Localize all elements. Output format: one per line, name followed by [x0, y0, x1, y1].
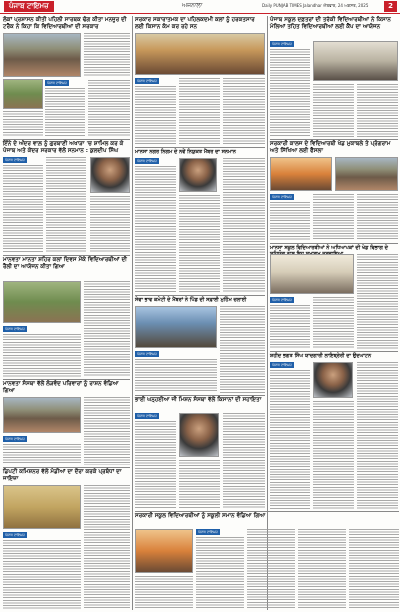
article-body: [135, 86, 176, 145]
article-6: [135, 17, 265, 145]
article-5: [3, 469, 130, 609]
article-divider: [3, 139, 130, 140]
article-7: [135, 149, 265, 293]
article-body: [270, 49, 310, 137]
article-divider: [270, 243, 398, 244]
article-11: [270, 141, 398, 241]
article-body: [135, 421, 176, 509]
article-body: [270, 305, 310, 349]
column-rule: [132, 16, 133, 610]
article-2: [3, 141, 130, 253]
article-byline: ਪੰਜਾਬ ਟਾਇਮਜ਼: [198, 530, 218, 534]
article-photo: [179, 158, 217, 192]
article-photo: [335, 157, 398, 191]
article-byline: ਪੰਜਾਬ ਟਾਇਮਜ਼: [137, 159, 157, 163]
article-headline: ਮਾਨਸਾ ਸਕੂਲ ਵਿਦਿਆਰਥੀਆਂ ਨੇ ਅਧਿਆਪਕਾਂ ਦੀ ਖੇਡ ਵਿਭਾਗ ਦੇ: [270, 245, 388, 251]
article-photo: [135, 33, 265, 75]
article-photo: [179, 413, 219, 457]
article-headline: ਭਾਈ ਘਨ੍ਹਈਆ ਜੀ ਮਿਸ਼ਨ ਸੰਸਥਾ ਵੱਲੋਂ ਕਿਸਾਨਾਂ ਦੀ ਸਹਾਇਤਾ: [135, 397, 262, 403]
article-divider: [135, 295, 265, 296]
article-body: [223, 413, 265, 509]
article-10: [270, 17, 398, 137]
article-body: [90, 196, 130, 253]
article-body: [84, 397, 130, 465]
article-body: [357, 194, 398, 241]
article-3: [3, 257, 130, 377]
article-9: [135, 397, 265, 509]
article-body: [46, 157, 86, 253]
article-body: [357, 362, 398, 509]
article-body: [135, 359, 217, 393]
article-body: [3, 165, 43, 253]
article-body: [313, 297, 354, 349]
article-body: [135, 166, 176, 293]
article-body: [298, 529, 346, 609]
article-12: [270, 245, 398, 349]
article-4: [3, 381, 130, 465]
article-body: [349, 529, 399, 609]
article-byline: ਪੰਜਾਬ ਟਾਇਮਜ਼: [272, 363, 292, 367]
article-body: [84, 485, 130, 609]
page-number: 2: [384, 1, 397, 12]
article-byline: ਪੰਜਾਬ ਟਾਇਮਜ਼: [5, 533, 25, 537]
article-13: [270, 353, 398, 509]
article-body: [196, 537, 244, 609]
article-headline: ਪੰਜਾਬ ਸਕੂਲ ਦਫ਼ਤਰਾਂ ਦੀ ਤਰੱਕੀ ਵਿਦਿਆਰਥੀਆਂ ਨੇ ਕਿਸਾਨ ਮੇਲਿਆਂ ਤਹਿਤ ਵਿਦਿਆਰਥੀਆਂ ਲਈ ਕੈਂਪ ਦਾ ਆਯੋਜਨ: [270, 17, 391, 30]
article-body: [179, 460, 220, 509]
article-1: [3, 17, 130, 137]
article-headline: ਸਰਕਾਰ ਸਕਾਰਾਤਮਕ ਦਾ ਪਹਿਲਕਦਮੀ ਕਲਾਂ ਨੂੰ ਹਰਕਤਸਾਰ ਲਈ ਕਿਸਾਨ ਕੰਮ ਕਰ ਰਹੇ ਸਨ: [135, 17, 255, 30]
article-body: [357, 254, 398, 349]
article-divider: [3, 379, 130, 380]
article-headline: ਡਿਪਟੀ ਕਮਿਸ਼ਨਰ ਵੱਲੋਂ ਮੰਡੀਆਂ ਦਾ ਦੌਰਾ ਕਰਕੇ ਪ੍ਰਬੰਧਾਂ ਦਾ ਜਾਇਜ਼ਾ: [3, 469, 122, 482]
article-body: [84, 33, 130, 77]
article-headline: ਸ਼ਹੀਦ ਭਗਤ ਸਿੰਘ ਯਾਦਗਾਰੀ ਲਾਇਬ੍ਰੇਰੀ ਦਾ ਉਦਘਾਟਨ: [270, 353, 372, 359]
article-body: [223, 158, 265, 293]
article-photo: [3, 485, 81, 529]
article-headline: ਮਾਨਵਤਾ ਮਾਨਤਾ ਸ਼ਹਿਰ ਕਲਾਂ ਦਿਵਸ ਮੌਕੇ ਵਿਦਿਆਰਥੀਆਂ ਦੀ ਰੈਲੀ ਦਾ ਆਯੋਜਨ ਕੀਤਾ ਗਿਆ: [3, 257, 127, 270]
article-body: [3, 334, 81, 377]
article-body: [270, 370, 310, 509]
section-tag: ਅਜਨਾਲਾ: [182, 2, 203, 9]
article-body: [88, 80, 130, 136]
article-byline: ਪੰਜਾਬ ਟਾਇਮਜ਼: [5, 158, 25, 162]
article-byline: ਪੰਜਾਬ ਟਾਇਮਜ਼: [272, 298, 292, 302]
article-photo: [3, 79, 43, 109]
article-body: [84, 281, 130, 377]
article-8: [135, 297, 265, 393]
article-body: [179, 78, 220, 145]
article-body: [313, 84, 354, 137]
article-body: [45, 88, 85, 136]
article-divider: [3, 255, 130, 256]
article-body: [3, 111, 43, 136]
article-photo: [313, 362, 353, 398]
article-photo: [270, 157, 332, 191]
article-byline: ਪੰਜਾਬ ਟਾਇਮਜ਼: [5, 437, 25, 441]
article-divider: [3, 467, 130, 468]
article-photo: [3, 281, 81, 323]
article-photo: [90, 157, 130, 193]
article-photo: [3, 397, 81, 433]
article-divider: [270, 139, 398, 140]
masthead: [0, 0, 400, 14]
article-body: [357, 84, 398, 137]
article-divider: [135, 511, 399, 512]
newspaper-brand: ਪੰਜਾਬ ਟਾਇਮਜ਼: [4, 1, 54, 12]
date-line: Daily PUNJAB TIMES Jalandhar ਐਤਵਾਰ, 24 ਅਗਸਤ, 2025: [262, 3, 369, 8]
article-divider: [270, 351, 398, 352]
article-photo: [135, 306, 217, 348]
article-headline: ਸਰਕਾਰੀ ਸਕੂਲ ਵਿਦਿਆਰਥੀਆਂ ਨੂੰ ਸਕੂਲੀ ਸਮਾਨ ਵੰਡਿਆ ਗਿਆ: [135, 513, 266, 519]
article-headline: ਮਾਨਵਤਾ ਸੰਸਥਾ ਵੱਲੋਂ ਲੋੜਵੰਦ ਪਰਿਵਾਰਾਂ ਨੂੰ ਰਾਸ਼ਨ ਵੰਡਿਆ ਗਿਆ: [3, 381, 119, 394]
article-byline: ਪੰਜਾਬ ਟਾਇਮਜ਼: [137, 352, 157, 356]
article-byline: ਪੰਜਾਬ ਟਾਇਮਜ਼: [272, 42, 292, 46]
article-byline: ਪੰਜਾਬ ਟਾਇਮਜ਼: [5, 327, 25, 331]
article-14: [135, 513, 399, 609]
article-body: [3, 444, 81, 465]
article-byline: ਪੰਜਾਬ ਟਾਇਮਜ਼: [47, 81, 67, 85]
article-byline: ਪੰਜਾਬ ਟਾਇਮਜ਼: [137, 414, 157, 418]
article-headline: ਲੋਕਾਂ ਪ੍ਰਸ਼ਾਸਨ ਕੀਤੀ ਪਹਿਲੀ ਸਾਰਥਕ ਢੰਗ ਕੀਤਾ ਮਨਜੂਰ ਦੀ ਟਰੈਕ ਨੇ ਕਿਹਾ ਕਿ ਵਿਦਿਆਰਥੀਆਂ ਦੀ ਸਰਕਾਰ: [3, 17, 127, 30]
article-body: [3, 540, 81, 609]
article-body: [179, 195, 220, 293]
article-body: [135, 576, 193, 609]
article-headline: ਇੰਨੇ ਦੇ ਅੰਦਰ ਵਾਲ਼ ਨੂੰ ਗੁਰਬਾਣੀ ਅਖਾੜਾ 'ਚ ਸ਼ਾਮਿਲ ਕਰ ਕੇ ਪੰਜਾਬ ਅਤੇ ਕੇਂਦਰ ਸਰਕਾਰ ਵੱਲੋਂ ਸਨਮਾਨ : ਕੁਲਦੀਪ ਸਿੰਘ: [3, 141, 124, 154]
article-divider: [135, 147, 265, 148]
article-photo: [3, 33, 81, 77]
article-byline: ਪੰਜਾਬ ਟਾਇਮਜ਼: [272, 195, 292, 199]
article-headline: ਮਾਨਸਾ ਨਗਰ ਨਿਗਮ ਦੇ ਨਵੇਂ ਨਿਯੁਕਤ ਮੈਂਬਰ ਦਾ ਸਨਮਾਨ: [135, 149, 236, 155]
article-photo: [270, 254, 354, 294]
article-body: [223, 78, 265, 145]
article-photo: [313, 41, 398, 81]
article-body: [313, 401, 354, 509]
article-byline: ਪੰਜਾਬ ਟਾਇਮਜ਼: [137, 79, 157, 83]
article-headline: ਸੇਵਾ ਭਾਵ ਕਮੇਟੀ ਦੇ ਮੈਂਬਰਾਂ ਨੇ ਪਿੰਡ ਦੀ ਸਫ਼ਾਈ ਮੁਹਿੰਮ ਚਲਾਈ: [135, 297, 247, 303]
article-body: [220, 306, 265, 393]
article-body: [313, 194, 354, 241]
article-body: [270, 202, 310, 241]
article-body: [247, 529, 295, 609]
article-divider: [135, 395, 265, 396]
article-headline: ਸਰਕਾਰੀ ਕਾਲਜ ਦੇ ਵਿਦਿਆਰਥੀ ਖੇਡ ਮੁਕਾਬਲੇ ਤੇ ਪ੍ਰੋਗਰਾਮ ਅਤੇ ਸਿੱਖਿਆ ਲਈ ਫੈਸਲਾ: [270, 141, 391, 154]
article-photo: [135, 529, 193, 573]
